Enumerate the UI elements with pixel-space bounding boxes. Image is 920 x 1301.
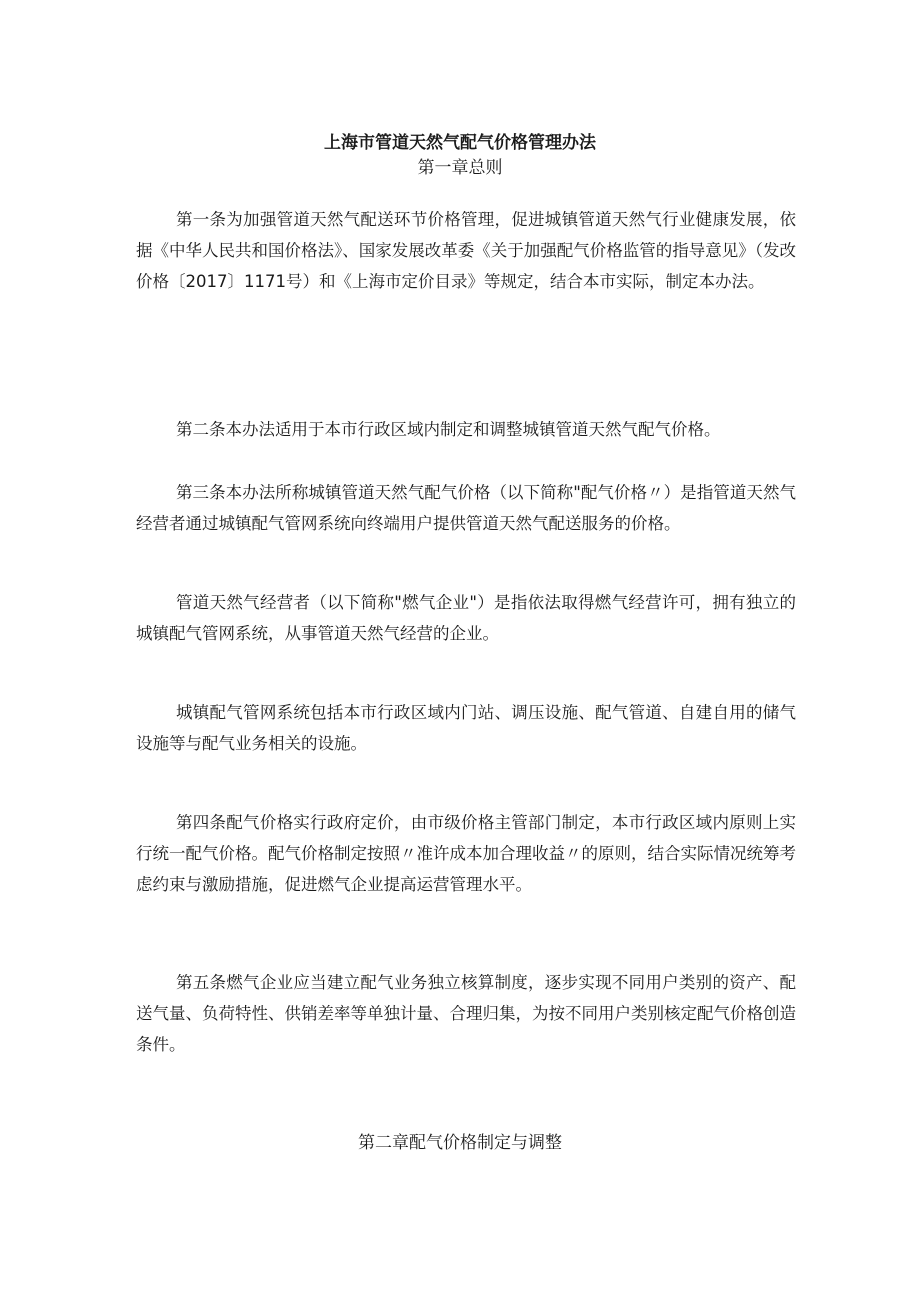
- paragraph-article-2: 第二条本办法适用于本市行政区域内制定和调整城镇管道天然气配气价格。: [176, 420, 721, 439]
- paragraph-article-5: 第五条燃气企业应当建立配气业务独立核算制度，逐步实现不同用户类别的资产、配送气量、负荷特性、供销差率等单独计量、合理归集，为按不同用户类别核定配气价格创造条件。: [136, 973, 796, 1054]
- paragraph-gas-operator: 管道天然气经营者（以下简称"燃气企业"）是指依法取得燃气经营许可，拥有独立的城镇配气管网系统，从事管道天然气经营的企业。: [136, 593, 796, 643]
- paragraph-article-1: 第一条为加强管道天然气配送环节价格管理，促进城镇管道天然气行业健康发展，依据《中华人民共和国价格法》、国家发展改革委《关于加强配气价格监管的指导意见》（发改价格〔2017〕1171号）和《上海市定价目录》等规定，结合本市实际，制定本办法。: [136, 210, 796, 291]
- chapter-heading-1: 第一章总则: [417, 158, 503, 178]
- chapter-heading-2: 第二章配气价格制定与调整: [358, 1133, 562, 1153]
- paragraph-pipeline-system: 城镇配气管网系统包括本市行政区域内门站、调压设施、配气管道、自建自用的储气设施等与配气业务相关的设施。: [136, 703, 796, 753]
- paragraph-article-3: 第三条本办法所称城镇管道天然气配气价格（以下简称"配气价格〃）是指管道天然气经营者通过城镇配气管网系统向终端用户提供管道天然气配送服务的价格。: [136, 483, 796, 533]
- paragraph-article-4: 第四条配气价格实行政府定价，由市级价格主管部门制定，本市行政区域内原则上实行统一配气价格。配气价格制定按照〃准许成本加合理收益〃的原则，结合实际情况统筹考虑约束与激励措施，促进燃气企业提高运营管理水平。: [136, 813, 796, 894]
- document-title: 上海市管道天然气配气价格管理办法: [324, 133, 596, 153]
